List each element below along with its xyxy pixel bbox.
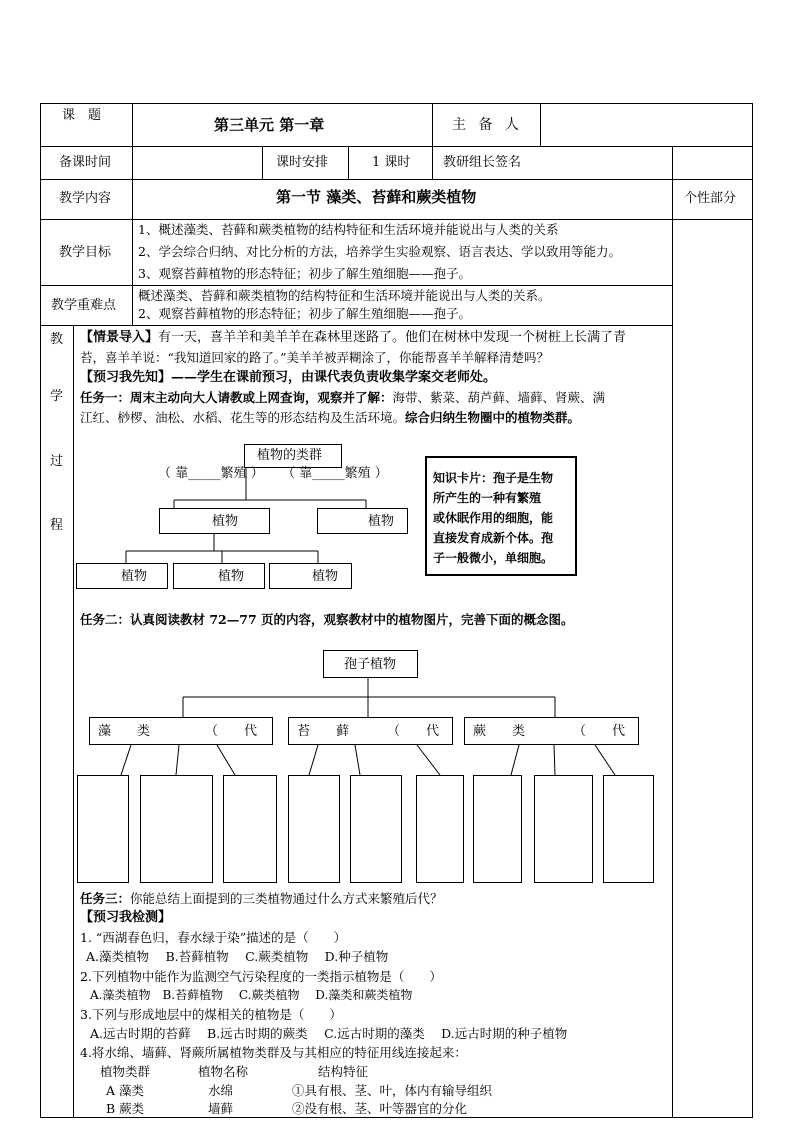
- intro-title: 【情景导入】: [80, 330, 159, 345]
- answer-box[interactable]: [223, 775, 277, 883]
- level2-box: [317, 508, 408, 534]
- level2-label: 植物: [368, 514, 395, 529]
- key-point-item: 2、观察苔藓植物的形态特征；初步了解生殖细胞——孢子。: [138, 306, 471, 321]
- label-topic: 课 题: [62, 108, 102, 123]
- level3-box: [269, 563, 352, 589]
- answer-box[interactable]: [350, 775, 402, 883]
- spore-plants-root: 孢子植物: [344, 657, 397, 672]
- level3-box: [173, 563, 265, 589]
- objective-item: 1、概述藻类、苔藓和蕨类植物的结构特征和生活环境并能说出与人类的关系: [138, 222, 559, 237]
- answer-box[interactable]: [603, 775, 654, 883]
- task1-line2: [80, 408, 580, 427]
- side-label-char: 程: [50, 518, 64, 533]
- question-3-options: A.远古时期的苔藓 B.远古时期的蕨类 C.远古时期的藻类 D.远古时期的种子植物: [90, 1026, 568, 1041]
- answer-box[interactable]: [534, 775, 593, 883]
- question-1: 1. “西湖春色归，春水绿于染”描述的是（ ）: [80, 930, 347, 945]
- topic-title: 第三单元 第一章: [214, 116, 325, 134]
- q4-row-group: B 蕨类: [106, 1101, 145, 1116]
- preview-text: ——学生在课前预习，由课代表负责收集学案交老师处。: [171, 370, 497, 385]
- knowledge-card: [425, 456, 577, 576]
- spore-plants-root-box: [323, 650, 418, 678]
- q4-header-feature: 结构特征: [318, 1064, 369, 1079]
- task1-text: 海带、紫菜、葫芦藓、墙藓、肾蕨、满: [392, 390, 606, 405]
- key-point-item: 概述藻类、苔藓和蕨类植物的结构特征和生活环境并能说出与人类的关系。: [138, 288, 551, 303]
- group-name: 藻 类: [98, 724, 151, 739]
- level2-label: 植物: [212, 514, 239, 529]
- group-box-algae: [89, 717, 273, 745]
- objective-item: 3、观察苔藓植物的形态特征；初步了解生殖细胞——孢子。: [138, 266, 471, 281]
- side-label-char: 过: [50, 454, 64, 469]
- check-title: 【预习我检测】: [80, 910, 172, 925]
- task3-bold: 任务三：: [80, 891, 131, 906]
- label-objectives: 教学目标: [59, 245, 112, 260]
- knowledge-line: 直接发育成新个体。孢: [433, 531, 554, 545]
- answer-box[interactable]: [473, 775, 522, 883]
- left-reproduction-blank: （ 靠_____繁殖 ）: [158, 466, 264, 481]
- level3-label: 植物: [312, 569, 339, 584]
- q4-header-group: 植物类群: [100, 1064, 151, 1079]
- group-generation: （ 代: [205, 724, 258, 739]
- knowledge-line: 所产生的一种有繁殖: [433, 491, 542, 505]
- task1-line2-bold: 综合归纳生物圈中的植物类群。: [405, 410, 581, 425]
- task1-bold: 任务一：周末主动向大人请教或上网查询，观察并了解：: [80, 390, 393, 405]
- question-2-options: A.藻类植物 B.苔藓植物 C.蕨类植物 D.藻类和蕨类植物: [90, 988, 413, 1002]
- answer-box[interactable]: [77, 775, 129, 883]
- label-personal: 个性部分: [684, 191, 737, 206]
- knowledge-line: 或休眠作用的细胞，能: [433, 511, 554, 525]
- objective-item: 2、学会综合归纳、对比分析的方法，培养学生实验观察、语言表达、学以致用等能力。: [138, 244, 621, 259]
- q4-row-group: A 藻类: [106, 1083, 145, 1098]
- label-signature: 教研组长签名: [443, 155, 522, 170]
- label-schedule: 课时安排: [276, 155, 329, 170]
- plant-groups-root: 植物的类群: [257, 448, 323, 463]
- group-generation: （ 代: [387, 724, 440, 739]
- q4-row-name: 墙藓: [208, 1101, 234, 1116]
- class-hours: 1 课时: [372, 155, 411, 170]
- task2-text: 任务二：认真阅读教材 72—77 页的内容，观察教材中的植物图片，完善下面的概念图。: [80, 612, 574, 627]
- question-3: 3.下列与形成地层中的煤相关的植物是（ ）: [80, 1007, 342, 1022]
- label-preparer: 主 备 人: [452, 117, 523, 133]
- lesson-content: 第一节 藻类、苔藓和蕨类植物: [276, 188, 477, 206]
- side-label-char: 学: [50, 389, 64, 404]
- answer-box[interactable]: [140, 775, 213, 883]
- preview-line: [80, 368, 496, 387]
- task3-line: [80, 889, 443, 908]
- level3-label: 植物: [121, 569, 148, 584]
- intro-text: 有一天，喜羊羊和美羊羊在森林里迷路了。他们在树林中发现一个树桩上长满了青: [158, 330, 627, 345]
- group-name: 苔 藓: [297, 724, 350, 739]
- intro-line2: 苔，喜羊羊说：“我知道回家的路了。”美羊羊被弄糊涂了，你能帮喜羊羊解释清楚吗？: [80, 350, 550, 365]
- q4-row-feature: ②没有根、茎、叶等器官的分化: [292, 1101, 468, 1116]
- question-2: 2.下列植物中能作为监测空气污染程度的一类指示植物是（ ）: [80, 969, 442, 984]
- label-content: 教学内容: [59, 191, 112, 206]
- plant-groups-root-box: [244, 444, 342, 468]
- level3-box: [76, 563, 168, 589]
- task1-line2-text: 江红、桫椤、油松、水稻、花生等的形态结构及生活环境。: [80, 410, 406, 425]
- label-key-points: 教学重难点: [51, 298, 117, 313]
- preview-title: 【预习我先知】: [80, 370, 172, 385]
- group-box-moss: [288, 717, 453, 745]
- q4-header-name: 植物名称: [198, 1064, 249, 1079]
- question-1-options: A.藻类植物 B.苔藓植物 C.蕨类植物 D.种子植物: [86, 949, 389, 964]
- task1-line: [80, 388, 605, 407]
- task3-text: 你能总结上面提到的三类植物通过什么方式来繁殖后代？: [130, 891, 443, 906]
- q4-row-feature: ①具有根、茎、叶，体内有输导组织: [292, 1083, 493, 1098]
- question-4: 4.将水绵、墙藓、肾蕨所属植物类群及与其相应的特征用线连接起来：: [80, 1045, 467, 1060]
- group-generation: （ 代: [573, 724, 626, 739]
- answer-box[interactable]: [416, 775, 464, 883]
- level3-label: 植物: [218, 569, 245, 584]
- knowledge-line: 知识卡片：孢子是生物: [433, 471, 554, 485]
- intro-line: [80, 328, 626, 347]
- group-name: 蕨 类: [473, 724, 526, 739]
- q4-row-name: 水绵: [208, 1083, 234, 1098]
- knowledge-line: 子一般微小，单细胞。: [433, 551, 554, 565]
- level2-box: [159, 508, 270, 534]
- group-box-fern: [464, 717, 639, 745]
- side-label-char: 教: [50, 332, 64, 347]
- answer-box[interactable]: [288, 775, 340, 883]
- right-reproduction-blank: （ 靠_____繁殖 ）: [282, 466, 388, 481]
- label-prep-time: 备课时间: [59, 155, 112, 170]
